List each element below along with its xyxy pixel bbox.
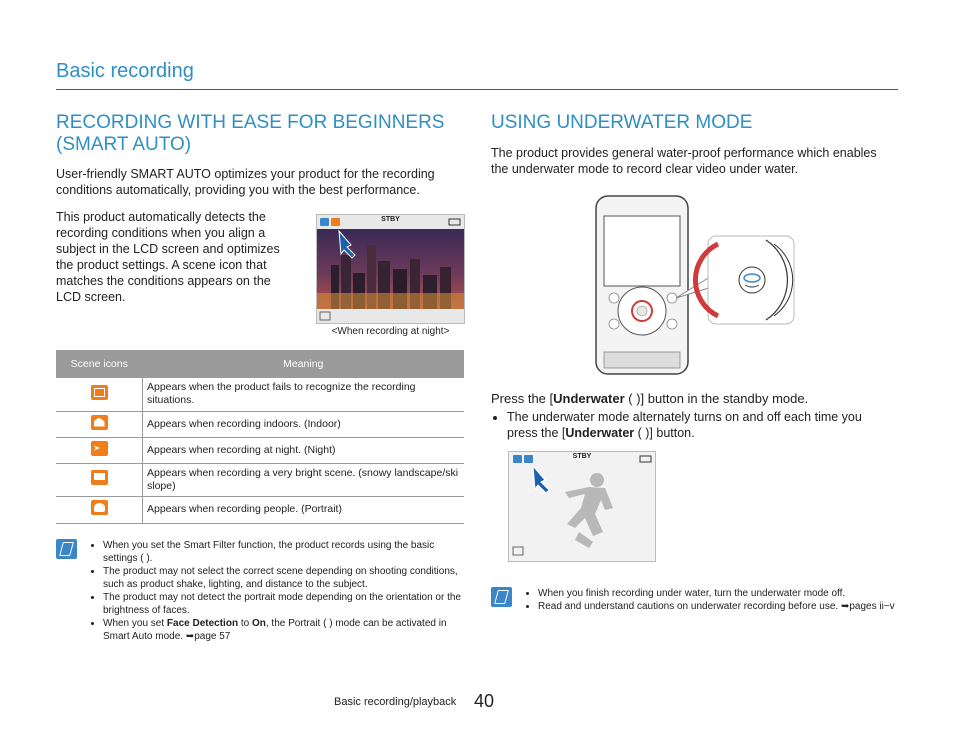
note-item: • When you finish recording under water, turn the underwater mode off. bbox=[538, 587, 898, 600]
smart-auto-detect-text: This product automatically detects the recording conditions when you align a subject in the LCD screen and optimizes the product settings. A scene icon that matches the conditions appears on the LCD screen. bbox=[56, 210, 280, 304]
night-scene-screen bbox=[316, 214, 465, 324]
scene-meaning: Appears when recording indoors. (Indoor) bbox=[143, 411, 465, 437]
note-item: • The product may not detect the portrait mode depending on the orientation or the brightness of faces. bbox=[103, 591, 465, 617]
smart-auto-intro: User-friendly SMART AUTO optimizes your product for the recording conditions automatically, providing you with the best performance. bbox=[56, 167, 435, 197]
night-image-caption: <When recording at night> bbox=[331, 326, 450, 337]
press-instruction: Press the [Underwater ( )] button in the standby mode. bbox=[491, 391, 809, 406]
note-item: • When you set Face Detection to On, the Portrait ( ) mode can be activated in Smart Auto mode. ➥page 57 bbox=[103, 617, 465, 643]
note-item: • Read and understand cautions on underwater recording before use. ➥pages ii~v bbox=[538, 600, 898, 613]
note-item: • The product may not select the correct scene depending on shooting conditions, such as product shake, lighting, and distance to the subject. bbox=[103, 565, 465, 591]
table-row bbox=[56, 496, 464, 523]
scene-meaning: Appears when recording a very bright scene. (snowy landscape/ski slope) bbox=[143, 463, 465, 496]
note-icon bbox=[491, 587, 512, 607]
camcorder-illustration bbox=[594, 194, 798, 376]
smart-auto-notes bbox=[87, 539, 465, 643]
night-icon bbox=[91, 441, 108, 456]
table-row bbox=[56, 463, 464, 496]
underwater-screen-status: STBY bbox=[572, 453, 592, 460]
night-city-image bbox=[317, 215, 464, 323]
night-screen-status: STBY bbox=[381, 216, 400, 223]
underwater-screen bbox=[508, 451, 656, 562]
page-number: 40 bbox=[474, 691, 495, 711]
header-rule bbox=[56, 89, 898, 90]
scene-meaning: Appears when the product fails to recognize the recording situations. bbox=[143, 378, 465, 411]
underwater-notes bbox=[522, 587, 898, 613]
section-title: Basic recording bbox=[56, 60, 194, 82]
table-row bbox=[56, 411, 464, 437]
note-item: • When you set the Smart Filter function, the product records using the basic settings ( ). bbox=[103, 539, 465, 565]
bright-scene-icon bbox=[91, 470, 108, 485]
smart-auto-icon bbox=[91, 385, 108, 400]
scene-icons-table bbox=[56, 350, 464, 524]
table-row bbox=[56, 437, 464, 463]
underwater-heading: USING UNDERWATER MODE bbox=[491, 112, 753, 133]
scene-meaning: Appears when recording people. (Portrait) bbox=[143, 496, 465, 523]
smart-auto-heading: RECORDING WITH EASE FOR BEGINNERS (SMART AUTO) bbox=[56, 112, 445, 155]
underwater-screen-image bbox=[509, 452, 655, 561]
portrait-icon bbox=[91, 500, 108, 515]
indoor-icon bbox=[91, 415, 108, 430]
table-row bbox=[56, 378, 464, 411]
note-icon bbox=[56, 539, 77, 559]
table-header-icons: Scene icons bbox=[56, 350, 143, 378]
underwater-bullet: • The underwater mode alternately turns on and off each time you press the [Underwater ( )] button. bbox=[491, 409, 891, 441]
table-header-meaning: Meaning bbox=[143, 350, 465, 378]
footer-label: Basic recording/playback bbox=[334, 696, 457, 708]
underwater-intro: The product provides general water-proof performance which enables the underwater mode to record clear video under water. bbox=[491, 146, 877, 176]
scene-meaning: Appears when recording at night. (Night) bbox=[143, 437, 465, 463]
